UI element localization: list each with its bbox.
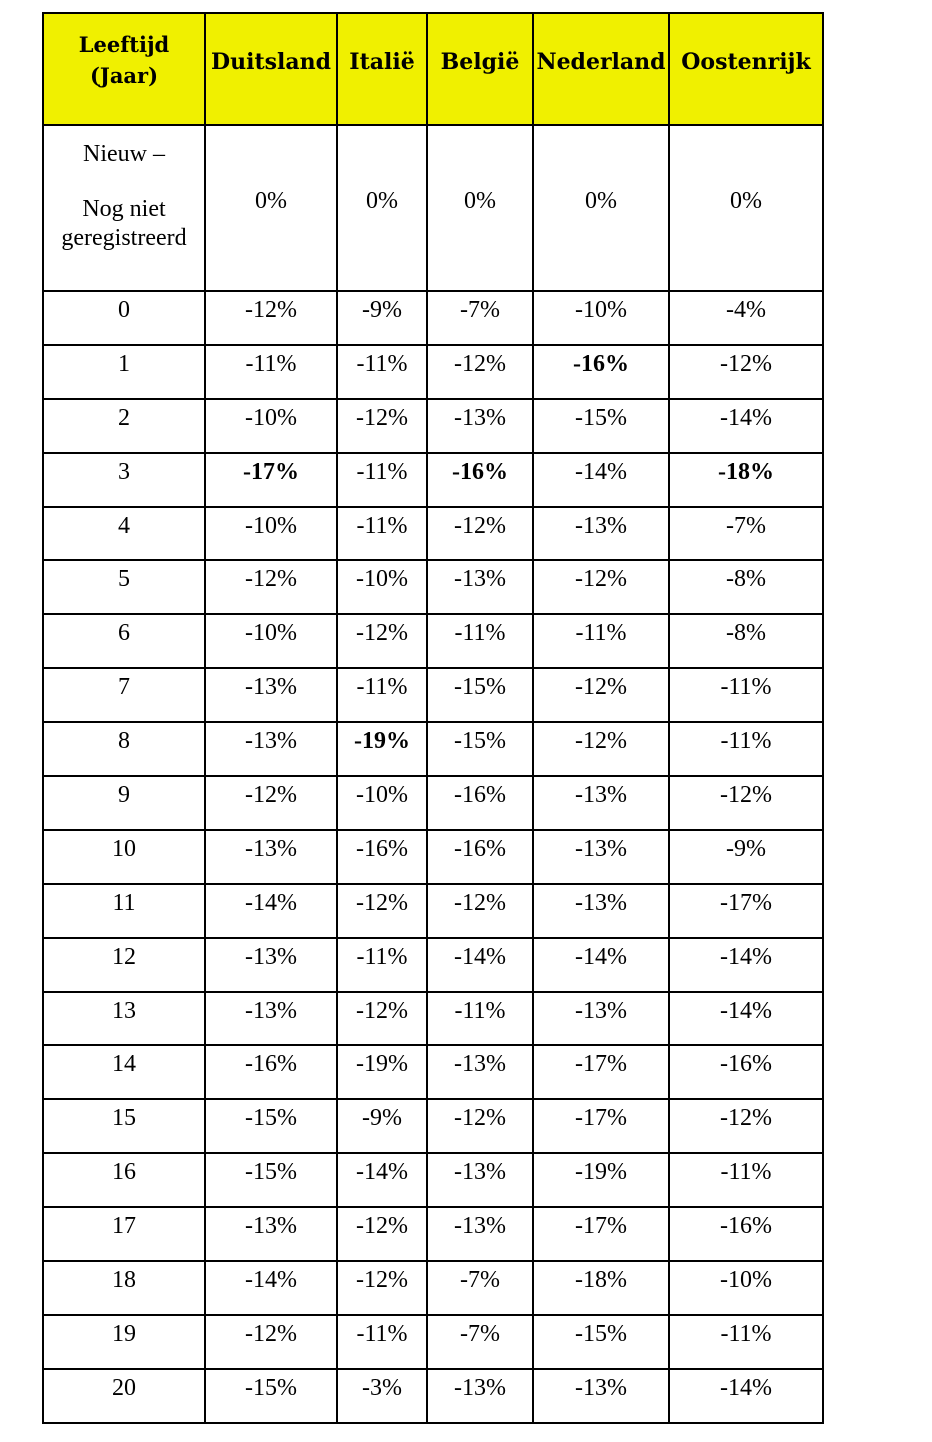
table-cell: -7%	[669, 507, 823, 561]
row-label-new-line1: Nieuw –	[83, 141, 165, 167]
table-cell: -16%	[337, 830, 427, 884]
table-cell: -12%	[427, 1099, 533, 1153]
table-cell: -12%	[427, 345, 533, 399]
table-cell: -12%	[533, 722, 669, 776]
row-age-label: 20	[43, 1369, 205, 1423]
table-cell: -8%	[669, 560, 823, 614]
table-cell: 0%	[205, 125, 337, 291]
table-cell: -10%	[205, 614, 337, 668]
table-cell: -12%	[669, 1099, 823, 1153]
header-country-austria: Oostenrijk	[669, 13, 823, 125]
table-cell: -13%	[533, 507, 669, 561]
table-cell: -11%	[337, 668, 427, 722]
table-cell: -16%	[533, 345, 669, 399]
table-cell: -13%	[427, 1369, 533, 1423]
table-cell: -14%	[205, 1261, 337, 1315]
table-cell: -14%	[669, 399, 823, 453]
table-row	[43, 776, 823, 830]
row-label-new	[43, 125, 205, 291]
table-row-new	[43, 125, 823, 291]
table-cell: -11%	[669, 668, 823, 722]
table-cell: -17%	[205, 453, 337, 507]
table-cell: -12%	[669, 345, 823, 399]
table-cell: -16%	[427, 776, 533, 830]
table-cell: -17%	[533, 1045, 669, 1099]
table-cell: -11%	[337, 453, 427, 507]
table-cell: -12%	[427, 507, 533, 561]
table-cell: -16%	[427, 830, 533, 884]
table-row	[43, 560, 823, 614]
header-country-belgium: België	[427, 13, 533, 125]
table-cell: -13%	[533, 776, 669, 830]
table-row	[43, 1099, 823, 1153]
row-age-label: 10	[43, 830, 205, 884]
table-cell: -16%	[669, 1207, 823, 1261]
table-cell: -12%	[337, 1261, 427, 1315]
table-row	[43, 507, 823, 561]
table-cell: -17%	[669, 884, 823, 938]
table-cell: -10%	[337, 776, 427, 830]
table-cell: -18%	[669, 453, 823, 507]
table-row	[43, 1207, 823, 1261]
table-cell: -10%	[205, 399, 337, 453]
table-cell: -10%	[669, 1261, 823, 1315]
row-age-label: 3	[43, 453, 205, 507]
table-cell: -14%	[533, 938, 669, 992]
header-country-netherlands: Nederland	[533, 13, 669, 125]
table-cell: -19%	[337, 722, 427, 776]
table-cell: -15%	[205, 1153, 337, 1207]
row-age-label: 9	[43, 776, 205, 830]
table-cell: -12%	[205, 1315, 337, 1369]
table-row	[43, 992, 823, 1046]
row-age-label: 0	[43, 291, 205, 345]
row-age-label: 7	[43, 668, 205, 722]
row-age-label: 1	[43, 345, 205, 399]
table-cell: -12%	[427, 884, 533, 938]
table-cell: -10%	[533, 291, 669, 345]
row-age-label: 17	[43, 1207, 205, 1261]
table-row	[43, 830, 823, 884]
table-row	[43, 1261, 823, 1315]
header-country-germany: Duitsland	[205, 13, 337, 125]
table-cell: -11%	[337, 938, 427, 992]
table-cell: -15%	[533, 1315, 669, 1369]
table-cell: -19%	[337, 1045, 427, 1099]
table-cell: -16%	[205, 1045, 337, 1099]
table-cell: -11%	[427, 614, 533, 668]
table-cell: -14%	[533, 453, 669, 507]
table-row	[43, 722, 823, 776]
table-cell: -11%	[337, 345, 427, 399]
table-cell: -15%	[427, 722, 533, 776]
table-cell: -3%	[337, 1369, 427, 1423]
table-cell: -11%	[669, 1315, 823, 1369]
row-age-label: 5	[43, 560, 205, 614]
table-cell: -12%	[337, 614, 427, 668]
table-cell: -13%	[427, 399, 533, 453]
table-cell: -13%	[427, 1153, 533, 1207]
table-cell: -13%	[205, 938, 337, 992]
table-row	[43, 453, 823, 507]
row-age-label: 11	[43, 884, 205, 938]
header-age-line1: Leeftijd	[78, 32, 170, 57]
table-cell: -10%	[337, 560, 427, 614]
table-cell: -15%	[205, 1369, 337, 1423]
row-label-new-line2: Nog niet	[82, 196, 166, 222]
table-cell: -11%	[533, 614, 669, 668]
table-cell: -13%	[533, 1369, 669, 1423]
table-cell: -18%	[533, 1261, 669, 1315]
row-age-label: 2	[43, 399, 205, 453]
table-cell: -19%	[533, 1153, 669, 1207]
table-cell: -12%	[669, 776, 823, 830]
depreciation-table	[42, 12, 824, 1424]
table-row	[43, 938, 823, 992]
table-header	[43, 13, 823, 125]
table-cell: -12%	[337, 1207, 427, 1261]
table-cell: -13%	[533, 884, 669, 938]
header-age	[43, 13, 205, 125]
table-cell: -11%	[337, 507, 427, 561]
table-cell: -9%	[337, 291, 427, 345]
table-cell: -11%	[427, 992, 533, 1046]
table-cell: -13%	[533, 992, 669, 1046]
table-cell: 0%	[669, 125, 823, 291]
row-age-label: 15	[43, 1099, 205, 1153]
table-row	[43, 668, 823, 722]
table-row	[43, 345, 823, 399]
row-age-label: 13	[43, 992, 205, 1046]
table-cell: -15%	[533, 399, 669, 453]
table-cell: -15%	[205, 1099, 337, 1153]
table-cell: -13%	[205, 830, 337, 884]
row-age-label: 4	[43, 507, 205, 561]
table-row	[43, 291, 823, 345]
table-cell: -7%	[427, 1261, 533, 1315]
table-cell: -12%	[205, 776, 337, 830]
table-cell: -12%	[337, 399, 427, 453]
table-cell: -14%	[205, 884, 337, 938]
table-cell: -13%	[205, 668, 337, 722]
table-row	[43, 1153, 823, 1207]
table-cell: 0%	[427, 125, 533, 291]
header-age-line2: (Jaar)	[89, 63, 159, 88]
header-row	[43, 13, 823, 125]
table-cell: 0%	[337, 125, 427, 291]
row-age-label: 18	[43, 1261, 205, 1315]
table-cell: -13%	[427, 1045, 533, 1099]
row-age-label: 8	[43, 722, 205, 776]
row-label-new-line3: geregistreerd	[61, 225, 187, 251]
table-cell: -17%	[533, 1207, 669, 1261]
table-cell: -9%	[669, 830, 823, 884]
row-age-label: 19	[43, 1315, 205, 1369]
table-cell: -4%	[669, 291, 823, 345]
table-row	[43, 614, 823, 668]
table-body	[43, 125, 823, 1423]
table-cell: -12%	[337, 992, 427, 1046]
table-cell: -17%	[533, 1099, 669, 1153]
table-row	[43, 1315, 823, 1369]
table-cell: -12%	[533, 668, 669, 722]
table-cell: -10%	[205, 507, 337, 561]
table-cell: -11%	[337, 1315, 427, 1369]
table-cell: -11%	[669, 1153, 823, 1207]
table-cell: -13%	[427, 560, 533, 614]
table-cell: -12%	[337, 884, 427, 938]
row-age-label: 12	[43, 938, 205, 992]
table-cell: -14%	[669, 992, 823, 1046]
table-cell: -7%	[427, 291, 533, 345]
table-cell: -8%	[669, 614, 823, 668]
table-cell: -11%	[205, 345, 337, 399]
table-cell: -11%	[669, 722, 823, 776]
table-row	[43, 884, 823, 938]
table-cell: -15%	[427, 668, 533, 722]
table-cell: -12%	[205, 291, 337, 345]
table-cell: -12%	[205, 560, 337, 614]
table-cell: -14%	[337, 1153, 427, 1207]
row-age-label: 6	[43, 614, 205, 668]
table-cell: -7%	[427, 1315, 533, 1369]
table-cell: -13%	[205, 722, 337, 776]
table-cell: -14%	[669, 938, 823, 992]
table-cell: -16%	[427, 453, 533, 507]
table-row	[43, 1045, 823, 1099]
table-cell: -13%	[427, 1207, 533, 1261]
table-cell: -13%	[533, 830, 669, 884]
table-row	[43, 399, 823, 453]
table-cell: -13%	[205, 992, 337, 1046]
row-age-label: 14	[43, 1045, 205, 1099]
table-cell: -14%	[427, 938, 533, 992]
table-cell: -9%	[337, 1099, 427, 1153]
table-cell: -14%	[669, 1369, 823, 1423]
table-row	[43, 1369, 823, 1423]
row-age-label: 16	[43, 1153, 205, 1207]
header-country-italy: Italië	[337, 13, 427, 125]
table-cell: -13%	[205, 1207, 337, 1261]
table-cell: -12%	[533, 560, 669, 614]
table-cell: -16%	[669, 1045, 823, 1099]
table-cell: 0%	[533, 125, 669, 291]
